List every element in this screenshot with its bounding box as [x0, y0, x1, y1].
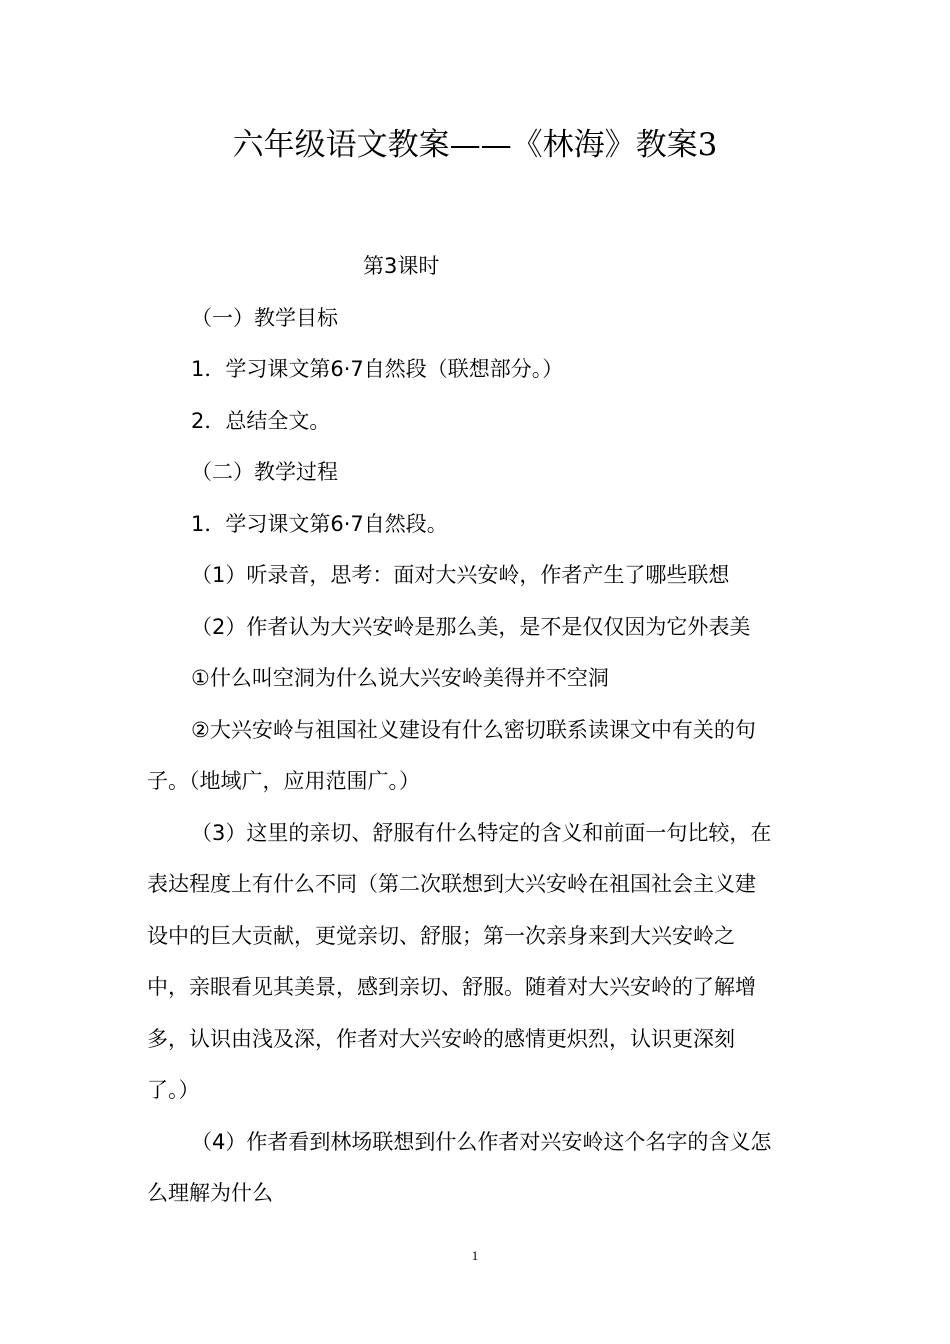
- question-2: （2）作者认为大兴安岭是那么美，是不是仅仅因为它外表美: [191, 614, 751, 639]
- document-body: [147, 241, 815, 1220]
- question-3-line-2: 表达程度上有什么不同（第二次联想到大兴安岭在祖国社会主义建: [147, 872, 756, 896]
- question-3-line-6: 了。）: [147, 1078, 200, 1102]
- sub-question-b: ②大兴安岭与祖国社义建设有什么密切联系读课文中有关的句: [191, 717, 756, 742]
- question-4: （4）作者看到林场联想到什么作者对兴安岭这个名字的含义怎: [191, 1129, 772, 1154]
- question-3-line-4: 中，亲眼看见其美景，感到亲切、舒服。随着对大兴安岭的了解增: [147, 975, 756, 999]
- objective-item-2: 2．总结全文。: [191, 408, 331, 433]
- question-4-line-2: 么理解为什么: [147, 1181, 273, 1205]
- question-3: （3）这里的亲切、舒服有什么特定的含义和前面一句比较，在: [191, 820, 772, 845]
- objective-item-1: 1．学习课文第6·7自然段（联想部分。）: [191, 357, 564, 381]
- section-heading-process: （二）教学过程: [191, 460, 338, 484]
- section-heading-objectives: （一）教学目标: [191, 305, 338, 330]
- process-step-1: 1．学习课文第6·7自然段。: [191, 511, 448, 536]
- sub-question-a: ①什么叫空洞为什么说大兴安岭美得并不空洞: [191, 666, 609, 690]
- question-3-line-3: 设中的巨大贡献，更觉亲切、舒服；第一次亲身来到大兴安岭之: [147, 923, 735, 948]
- page-number: 1: [471, 1248, 479, 1263]
- question-3-line-5: 多，认识由浅及深，作者对大兴安岭的感情更炽烈，认识更深刻: [147, 1026, 735, 1051]
- document-title: 六年级语文教案——《林海》教案3: [232, 127, 718, 163]
- sub-question-b-continued: 子。（地域广，应用范围广。）: [147, 769, 420, 793]
- lesson-period-heading: 第3课时: [363, 254, 440, 278]
- question-1: （1）听录音，思考：面对大兴安岭，作者产生了哪些联想: [191, 563, 730, 587]
